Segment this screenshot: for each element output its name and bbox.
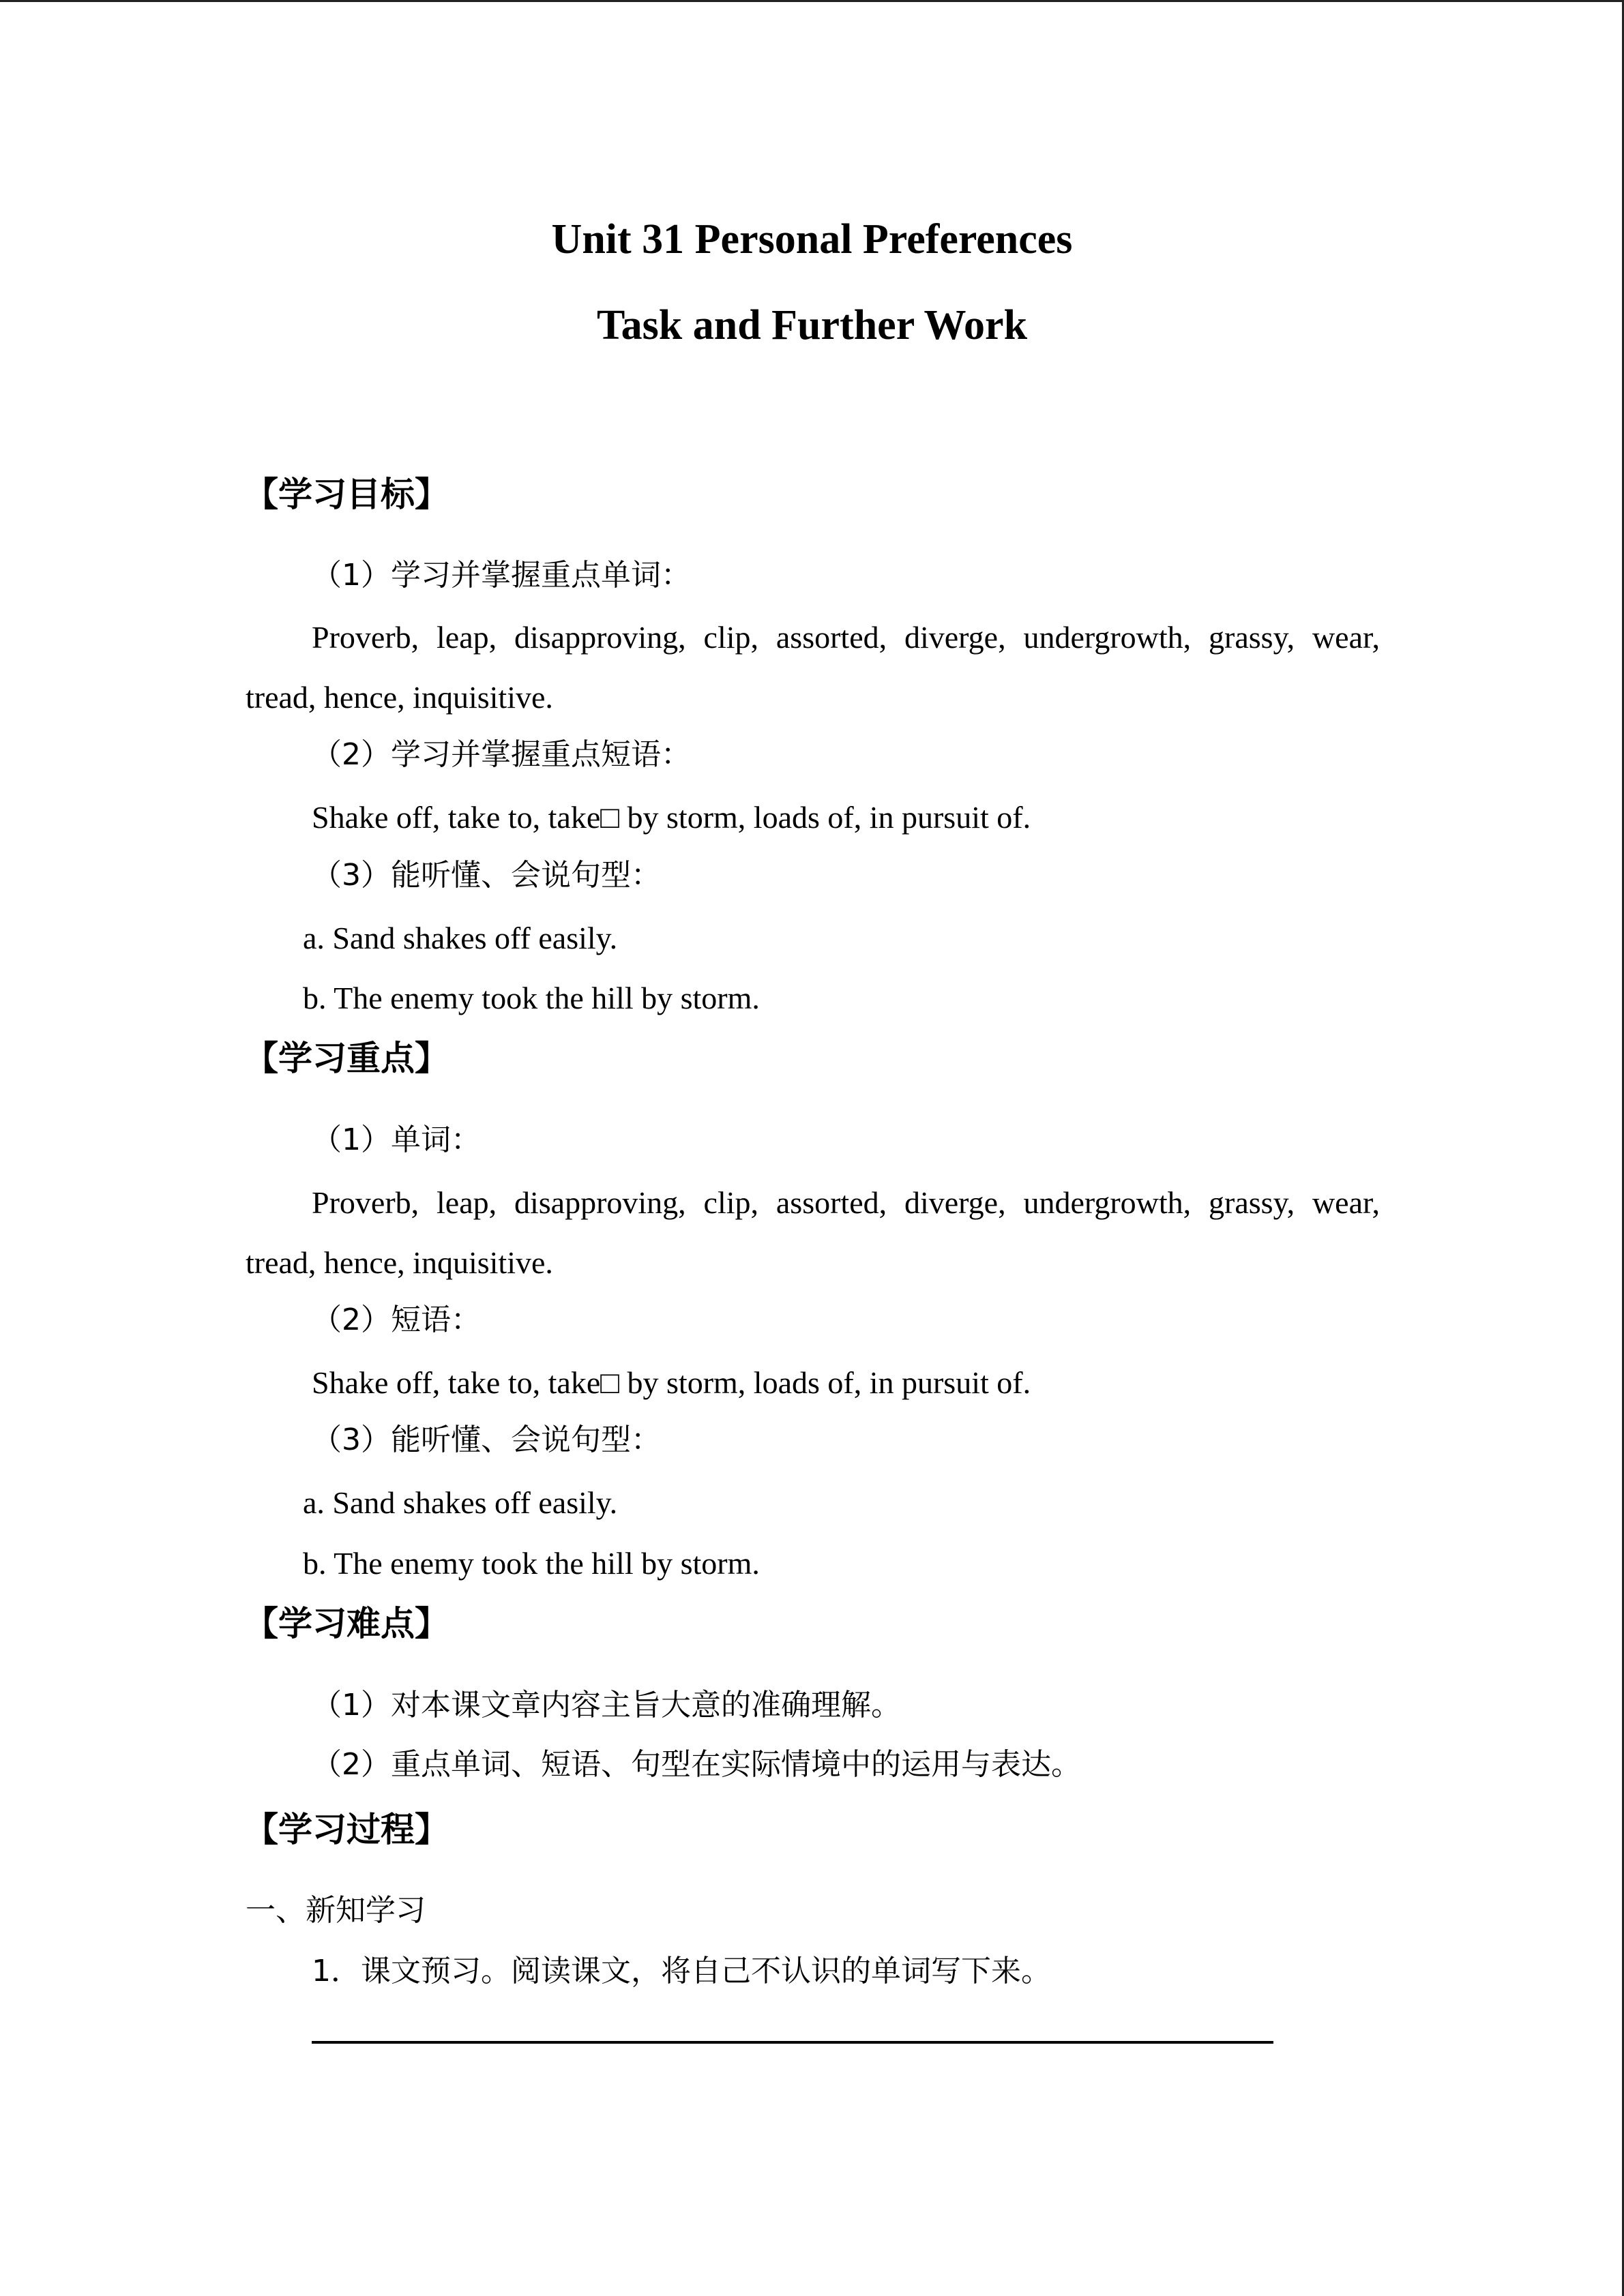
objectives-item1-words-line1: Proverb, leap, disapproving, clip, assorted, diverge, undergrowth, grassy, wear, xyxy=(312,620,1380,655)
difficulties-item1: （1）对本课文章内容主旨大意的准确理解。 xyxy=(312,1688,901,1723)
key-points-item2-label: （2）短语： xyxy=(312,1302,481,1337)
key-points-item3-label: （3）能听懂、会说句型： xyxy=(312,1422,661,1457)
process-part1-title: 一、新知学习 xyxy=(246,1893,426,1928)
document-subtitle: Task and Further Work xyxy=(596,302,1028,348)
document-title: Unit 31 Personal Preferences xyxy=(551,216,1073,263)
objectives-sentence-a: a. Sand shakes off easily. xyxy=(303,921,618,955)
key-points-item1-words-line1: Proverb, leap, disapproving, clip, assorted, diverge, undergrowth, grassy, wear, xyxy=(312,1185,1380,1220)
objectives-sentence-b: b. The enemy took the hill by storm. xyxy=(303,981,760,1015)
objectives-item2-label: （2）学习并掌握重点短语： xyxy=(312,737,691,772)
objectives-heading: 【学习目标】 xyxy=(244,475,449,513)
process-step1-instruction: 1．课文预习。阅读课文，将自己不认识的单词写下来。 xyxy=(312,1954,1051,1988)
key-points-sentence-b: b. The enemy took the hill by storm. xyxy=(303,1546,760,1581)
objectives-item3-label: （3）能听懂、会说句型： xyxy=(312,858,661,893)
key-points-heading: 【学习重点】 xyxy=(244,1039,449,1077)
difficulties-item2: （2）重点单词、短语、句型在实际情境中的运用与表达。 xyxy=(312,1747,1081,1782)
page-top-border xyxy=(0,0,1624,2)
answer-blank-line xyxy=(312,2041,1273,2044)
key-points-sentence-a: a. Sand shakes off easily. xyxy=(303,1485,618,1520)
key-points-item1-words-line2: tread, hence, inquisitive. xyxy=(246,1245,553,1280)
objectives-item1-label: （1）学习并掌握重点单词： xyxy=(312,558,691,593)
objectives-item2-phrases: Shake off, take to, take□ by storm, loads of, in pursuit of. xyxy=(312,800,1031,835)
process-heading: 【学习过程】 xyxy=(244,1810,449,1849)
key-points-item2-phrases: Shake off, take to, take□ by storm, loads of, in pursuit of. xyxy=(312,1365,1031,1400)
objectives-item1-words-line2: tread, hence, inquisitive. xyxy=(246,680,553,715)
difficulties-heading: 【学习难点】 xyxy=(244,1605,449,1643)
key-points-item1-label: （1）单词： xyxy=(312,1122,481,1157)
